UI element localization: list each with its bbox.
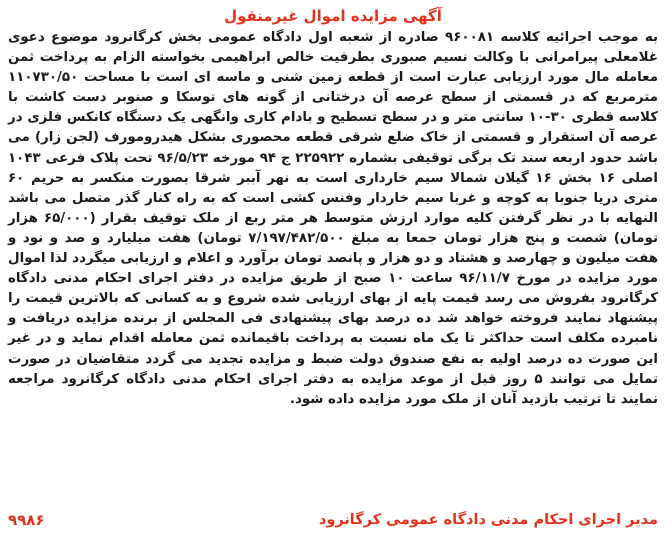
notice-signature: مدیر اجرای احکام مدنی دادگاه عمومی کرگانرود	[318, 512, 658, 528]
notice-title: آگهی مزایده اموال غیرمنقول	[224, 7, 442, 25]
notice-footer	[8, 508, 658, 532]
notice-code: ۹۹۸۶	[8, 511, 45, 529]
notice-body: به موجب اجرائیه کلاسه ۹۶۰۰۸۱ صادره از شعبه اول دادگاه عمومی بخش کرگانرود موضوع دعوی غلامعلی پیرامرانی با وکالت نسیم صبوری بطرفیت خالص ابراهیمی بخواسته الزام به پرداخت ثمن معامله مال مورد ارزیابی عبارت است از قطعه زمین شنی و ماسه ای است با مساحت ۱۱۰۷۳۰/۵۰ مترمربع که در قسمتی از سطح عرصه آن درختانی از گونه های توسکا و صنوبر دست کاشت با کلاسه قطری ۳۰-۱۰ سانتی متر و در سطح تسطیح و بادام کاری وانگهی یک دستگاه کانکس فلزی در عرصه آن استقرار و قسمتی از خاک ضلع شرقی قطعه محصوری بشکل هیدرومورف (لجن زار) می باشد حدود اربعه سند تک برگی توقیفی بشماره ۲۲۵۹۲۲ ج ۹۴ مورخه ۹۶/۵/۲۳ تحت پلاک فرعی ۱۰۴۳ اصلی ۱۶ بخش ۱۶ گیلان شمالا سیم خارداری است به نهر آببر شرقا بصورت منکسر به حریم ۶۰ متری دریا جنوبا به کوچه و غربا سیم خاردار وفنس کشی است که به راه کنار گذر متصل می باشد النهایه با در نظر گرفتن کلیه موارد ارزش متوسط هر متر ربع از ملک توقیف بقرار (۶۵/۰۰۰ هزار تومان) شصت و پنج هزار تومان جمعا به مبلغ ۷/۱۹۷/۴۸۲/۵۰۰ تومان) هفت میلیارد و صد و نود و هفت میلیون و چهارصد و هشتاد و دو هزار و پانصد تومان برآورد و اعلام و ارزیابی میگردد لذا اموال مورد مزایده در مورخ ۹۶/۱۱/۷ ساعت ۱۰ صبح از طریق مزایده در دفتر اجرای احکام مدنی دادگاه کرگانرود بفروش می رسد قیمت پایه از بهای ارزیابی شده شروع و به کسانی که بالاترین قیمت را پیشنهاد نمایند فروخته خواهد شد ده درصد بهای پیشنهادی فی المجلس از برنده مزایده دریافت و نامبرده مکلف است حداکثر تا یک ماه نسبت به پرداخت باقیمانده ثمن معامله اقدام نماید و در غیر این صورت ده درصد اولیه به نفع صندوق دولت ضبط و مزایده تجدید می گردد متقاضیان در صورت تمایل می توانند ۵ روز قبل از موعد مزایده به دفتر اجرای احکام مدنی دادگاه کرگانرود مراجعه نمایند تا ترتیب بازدید آنان از ملک مورد مزایده داده شود.	[8, 30, 659, 407]
